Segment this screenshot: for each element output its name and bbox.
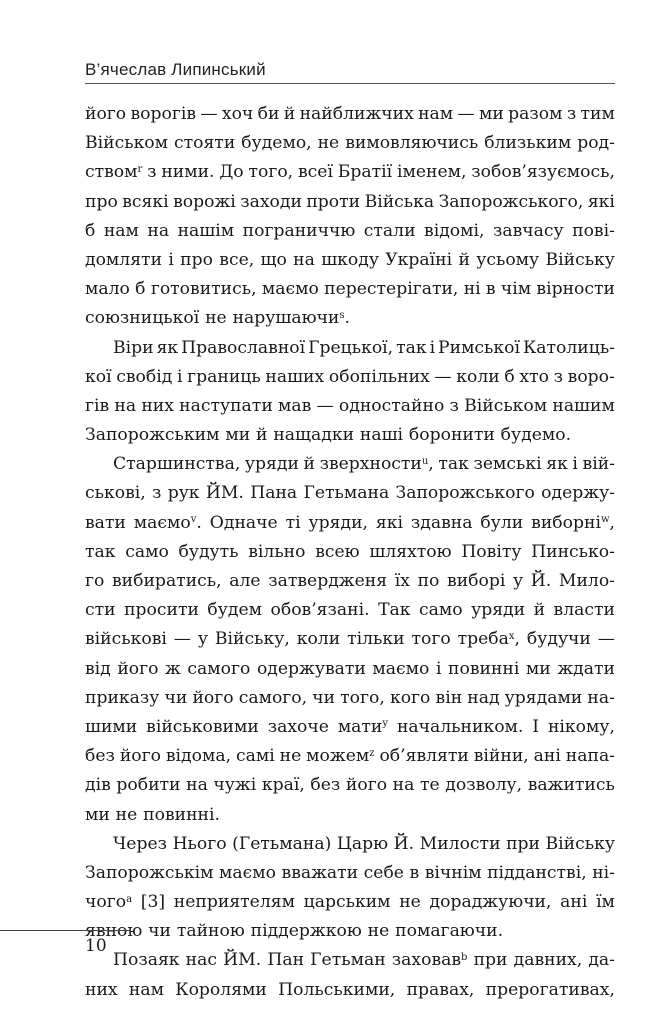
footer-rule xyxy=(0,930,131,931)
text-line: військові — у Війську, коли тільки того треба$^x$, будучи — xyxy=(85,629,615,650)
page-number: 10 xyxy=(85,936,107,956)
text-line: про всякі ворожі заходи проти Війська Запорожського, які xyxy=(85,191,615,212)
text-line: так само будуть вільно всею шляхтою Повіту Пинсько- xyxy=(85,541,615,562)
text-line: явною чи тайною піддержкою не помагаючи. xyxy=(85,921,504,942)
text-line: Старшинства, уряди й зверхности$^u$, так земські як і вій- xyxy=(113,454,615,475)
text-line: союзницької не нарушаючи$^s$. xyxy=(85,308,350,329)
text-line: вати маємо$^v$. Одначе ті уряди, які здавна були виборні$^w$, xyxy=(85,512,615,533)
text-line: приказу чи його самого, чи того, кого він над урядами на- xyxy=(85,687,615,708)
text-line: го вибиратись, але затвердженя їх по виборі у Й. Мило- xyxy=(85,571,615,591)
text-line: чого$^a$ [3] неприятелям царським не дораджуючи, ані їм xyxy=(85,892,615,913)
text-line: від його ж самого одержувати маємо і повинні ми ждати xyxy=(85,658,615,679)
body-text xyxy=(85,100,615,1005)
text-line: кої свобід і границь наших обопільних — коли б хто з воро- xyxy=(85,366,615,387)
text-line: б нам на нашім пограниччю стали відомі, завчасу пові- xyxy=(85,220,615,241)
text-line: Військом стояти будемо, не вимовляючись близьким род- xyxy=(85,133,615,154)
header-rule xyxy=(85,83,615,84)
running-head: В’ячеслав Липинський xyxy=(85,60,266,79)
text-line: Віри як Православної Грецької, так і Римської Католиць- xyxy=(113,337,615,358)
text-line: ством$^r$ з ними. До того, всеї Братії іменем, зобов’язуємось, xyxy=(85,162,615,183)
text-line: ми не повинні. xyxy=(85,804,220,825)
text-line: Запорожським ми й нащадки наші боронити будемо. xyxy=(85,425,572,446)
text-line: шими військовими захоче мати$^y$ начальником. І нікому, xyxy=(85,716,615,737)
text-line: Через Нього (Гетьмана) Царю Й. Милости при Війську xyxy=(113,833,615,854)
text-line: домляти і про все, що на шкоду Україні й усьому Війську xyxy=(85,249,615,270)
text-line: без його відома, самі не можем$^z$ об’являти війни, ані напа- xyxy=(85,746,615,767)
text-line: ськові, з рук ЙМ. Пана Гетьмана Запорожського одержу- xyxy=(85,483,615,504)
text-line: Запорожськім маємо вважати себе в вічнім підданстві, ні- xyxy=(85,862,615,883)
text-line: сти просити будем обов’язані. Так само уряди й власти xyxy=(85,600,615,621)
text-line: його ворогів — хоч би й найближчих нам — ми разом з тим xyxy=(85,104,615,124)
text-line: Позаяк нас ЙМ. Пан Гетьман заховав$^b$ при давних, да- xyxy=(113,950,615,971)
text-line: мало б готовитись, маємо перестерігати, ні в чім вірности xyxy=(85,279,615,300)
text-line: дів робити на чужі краї, без його на те дозволу, важитись xyxy=(85,775,615,796)
text-line: них нам Королями Польськими, правах, прерогативах, xyxy=(85,979,615,1000)
text-line: гів на них наступати мав — одностайно з Військом нашим xyxy=(85,395,615,416)
